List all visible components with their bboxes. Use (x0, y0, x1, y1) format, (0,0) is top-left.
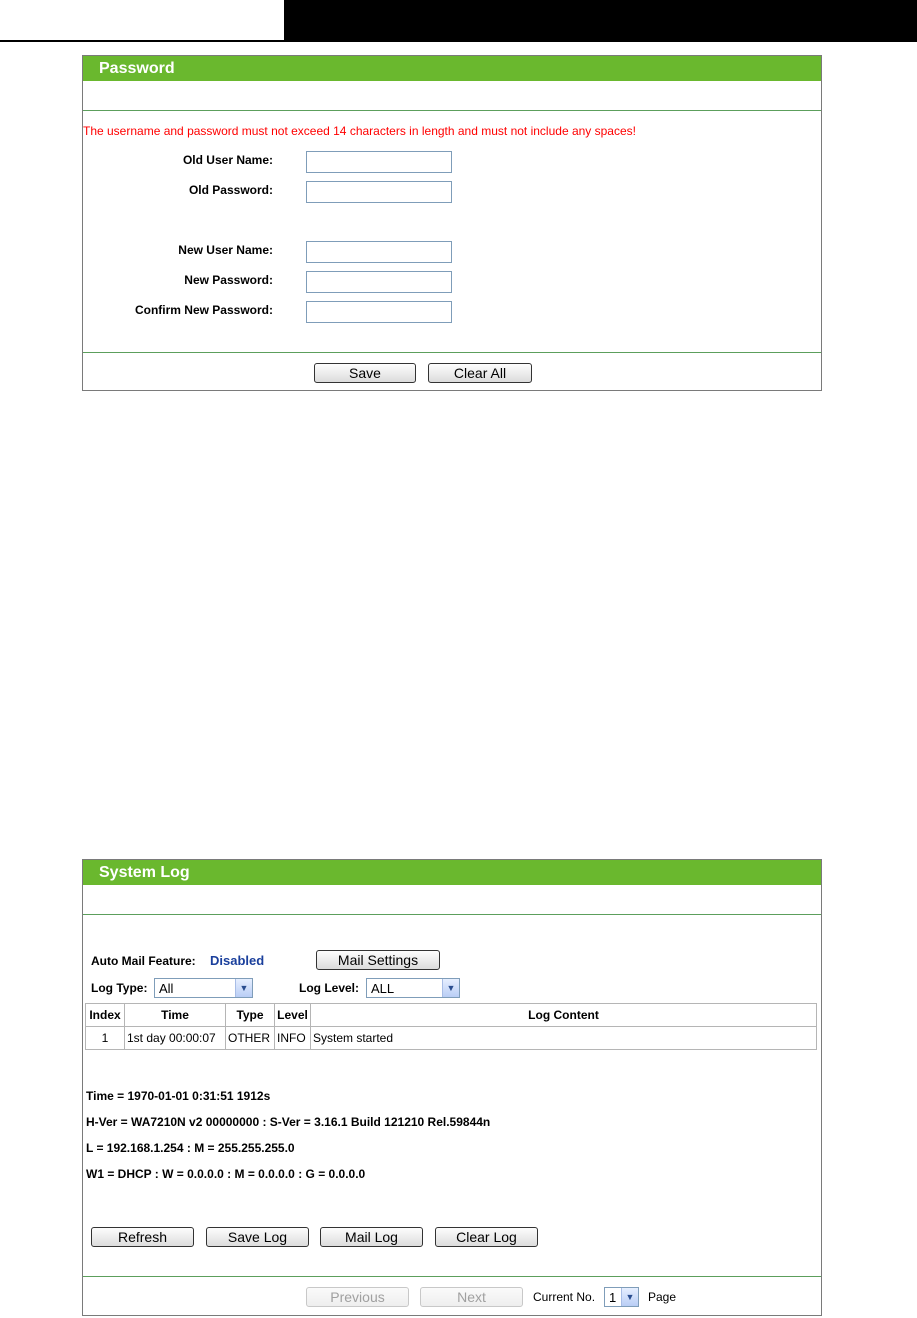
table-header-row (86, 1004, 817, 1027)
log-table (85, 1003, 817, 1050)
current-no-label: Current No. (533, 1290, 596, 1304)
mail-log-button[interactable]: Mail Log (320, 1227, 423, 1247)
info-lan: L = 192.168.1.254 : M = 255.255.255.0 (86, 1141, 295, 1155)
document-header-bar (0, 0, 917, 42)
divider (83, 1276, 821, 1277)
clear-log-button[interactable]: Clear Log (435, 1227, 538, 1247)
auto-mail-status: Disabled (210, 953, 265, 968)
cell-index: 1 (86, 1027, 125, 1050)
mail-settings-button[interactable]: Mail Settings (316, 950, 440, 970)
cell-type: OTHER (226, 1027, 275, 1050)
column-header-log-content: Log Content (311, 1004, 817, 1027)
refresh-button[interactable]: Refresh (91, 1227, 194, 1247)
column-header-time: Time (125, 1004, 226, 1027)
previous-button[interactable]: Previous (306, 1287, 409, 1307)
password-warning: The username and password must not exceed 14 characters in length and must not include any spaces! (83, 124, 636, 138)
table-row (86, 1027, 817, 1050)
old-user-name-label: Old User Name: (182, 153, 273, 167)
old-password-input[interactable] (306, 181, 452, 203)
cell-time: 1st day 00:00:07 (125, 1027, 226, 1050)
save-button[interactable]: Save (314, 363, 416, 383)
column-header-index: Index (86, 1004, 125, 1027)
password-panel (82, 55, 822, 391)
header-underline (0, 40, 284, 42)
next-button[interactable]: Next (420, 1287, 523, 1307)
save-log-button[interactable]: Save Log (206, 1227, 309, 1247)
page-label: Page (648, 1290, 677, 1304)
confirm-new-password-label: Confirm New Password: (134, 303, 273, 317)
password-panel-title: Password (83, 56, 821, 81)
divider (83, 110, 821, 111)
info-time: Time = 1970-01-01 0:31:51 1912s (86, 1089, 271, 1103)
new-user-name-input[interactable] (306, 241, 452, 263)
new-user-name-label: New User Name: (178, 243, 273, 257)
clear-all-button[interactable]: Clear All (428, 363, 532, 383)
system-log-panel-title: System Log (83, 860, 821, 885)
column-header-type: Type (226, 1004, 275, 1027)
info-version: H-Ver = WA7210N v2 00000000 : S-Ver = 3.16.1 Build 121210 Rel.59844n (86, 1115, 491, 1129)
current-page-select[interactable] (604, 1287, 639, 1307)
confirm-new-password-input[interactable] (306, 301, 452, 323)
divider (83, 352, 821, 353)
log-type-select[interactable] (154, 978, 253, 998)
system-log-panel (82, 859, 822, 1316)
old-user-name-input[interactable] (306, 151, 452, 173)
chevron-down-icon: ▼ (442, 979, 459, 997)
cell-level: INFO (275, 1027, 311, 1050)
chevron-down-icon: ▼ (235, 979, 252, 997)
cell-log-content: System started (311, 1027, 817, 1050)
chevron-down-icon: ▼ (621, 1288, 638, 1306)
log-level-value: ALL (371, 981, 395, 996)
info-wan: W1 = DHCP : W = 0.0.0.0 : M = 0.0.0.0 : G = 0.0.0.0 (86, 1167, 366, 1181)
header-black-block (284, 0, 917, 42)
old-password-label: Old Password: (188, 183, 273, 197)
new-password-label: New Password: (184, 273, 273, 287)
divider (83, 914, 821, 915)
log-type-value: All (159, 981, 174, 996)
current-page-value: 1 (609, 1290, 617, 1305)
log-level-label: Log Level: (299, 981, 360, 995)
new-password-input[interactable] (306, 271, 452, 293)
column-header-level: Level (275, 1004, 311, 1027)
auto-mail-feature-label: Auto Mail Feature: (91, 954, 196, 968)
log-level-select[interactable] (366, 978, 460, 998)
log-type-label: Log Type: (91, 981, 148, 995)
